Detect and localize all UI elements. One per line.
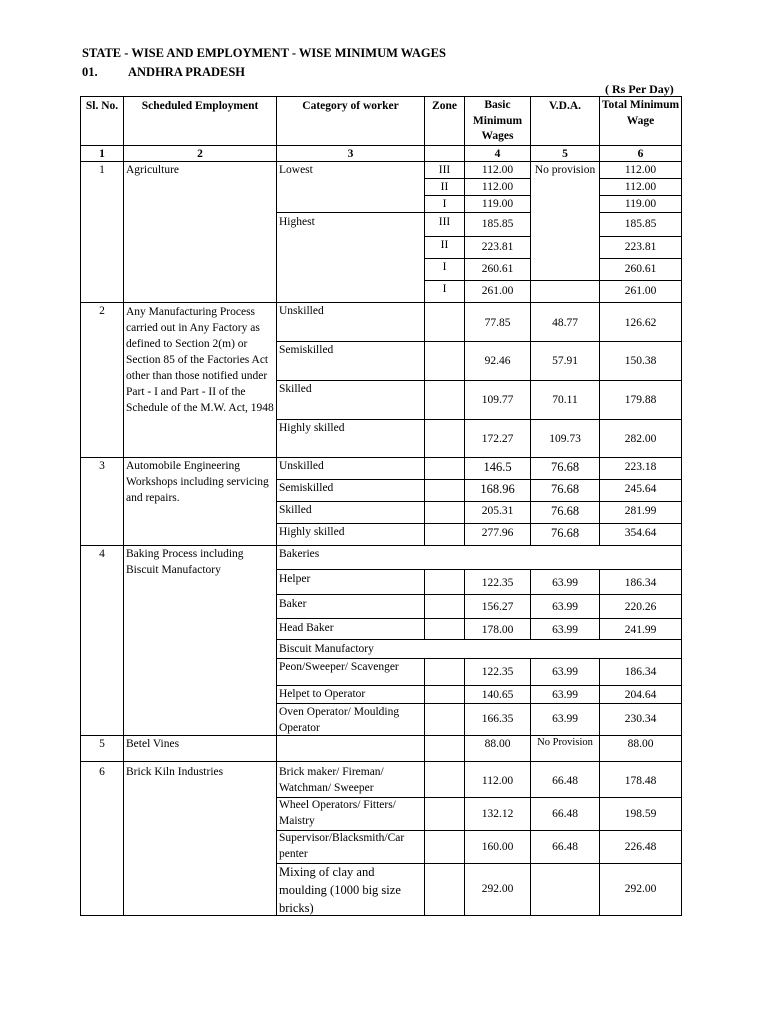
col-number: 2 — [197, 148, 203, 160]
zone-value: II — [440, 239, 449, 251]
employment-name: Baking Process including Biscuit Manufactory — [126, 548, 244, 576]
vda-value: 63.99 — [552, 577, 578, 589]
header-category: Category of worker — [302, 100, 399, 112]
row-serial: 4 — [99, 548, 105, 560]
basic-wage: 156.27 — [481, 601, 514, 613]
col-number: 1 — [99, 148, 105, 160]
total-wage: 112.00 — [624, 181, 657, 193]
state-name: ANDHRA PRADESH — [128, 65, 246, 79]
zone-value: III — [438, 216, 451, 228]
unit-label: ( Rs Per Day) — [605, 82, 674, 96]
employment-name: Agriculture — [126, 164, 180, 176]
basic-wage: 178.00 — [481, 624, 514, 636]
total-wage: 220.26 — [624, 601, 657, 613]
category-label: Skilled — [279, 383, 312, 395]
vda-value: 76.68 — [550, 460, 580, 474]
basic-wage: 260.61 — [481, 263, 514, 275]
total-wage: 198.59 — [624, 808, 657, 820]
basic-wage: 223.81 — [481, 241, 514, 253]
category-label: Highest — [279, 216, 315, 228]
total-wage: 88.00 — [627, 738, 654, 750]
vda-value: 66.48 — [552, 841, 578, 853]
total-wage: 186.34 — [624, 577, 657, 589]
basic-wage: 92.46 — [484, 355, 511, 367]
total-wage: 226.48 — [624, 841, 657, 853]
employment-name: Automobile Engineering Workshops including servicing and repairs. — [126, 460, 269, 504]
col-number: 4 — [494, 148, 501, 160]
basic-wage: 146.5 — [483, 460, 512, 474]
total-wage: 186.34 — [624, 666, 657, 678]
basic-wage: 122.35 — [481, 666, 514, 678]
document-title: STATE - WISE AND EMPLOYMENT - WISE MINIMUM WAGES — [82, 46, 446, 60]
row-serial: 1 — [99, 164, 105, 176]
category-label: Highly skilled — [279, 526, 345, 538]
category-label: Peon/Sweeper/ Scavenger — [279, 661, 399, 673]
total-wage: 126.62 — [624, 317, 657, 329]
basic-wage: 160.00 — [481, 841, 514, 853]
total-wage: 204.64 — [624, 689, 657, 701]
category-label: Lowest — [279, 164, 313, 176]
vda-value: 76.68 — [550, 504, 580, 518]
total-wage: 292.00 — [624, 883, 657, 895]
basic-wage: 168.96 — [480, 482, 515, 496]
vda-value: 66.48 — [552, 808, 578, 820]
total-wage: 230.34 — [624, 713, 657, 725]
row-serial: 3 — [99, 460, 105, 472]
vda-value: No Provision — [537, 737, 593, 748]
total-wage: 150.38 — [624, 355, 657, 367]
category-label: Baker — [279, 598, 307, 610]
category-label: Brick maker/ Fireman/ Watchman/ Sweeper — [279, 766, 384, 794]
basic-wage: 109.77 — [481, 394, 514, 406]
total-wage: 260.61 — [624, 263, 657, 275]
category-label: Helper — [279, 573, 311, 585]
subsection-heading: Bakeries — [279, 548, 320, 560]
category-label: Wheel Operators/ Fitters/ Maistry — [279, 799, 396, 827]
header-zone: Zone — [432, 100, 457, 112]
col-number: 3 — [347, 148, 354, 160]
vda-value: 109.73 — [549, 433, 581, 445]
header-vda: V.D.A. — [548, 100, 582, 112]
total-wage: 282.00 — [624, 433, 657, 445]
basic-wage: 185.85 — [481, 218, 514, 230]
basic-wage: 261.00 — [481, 285, 514, 297]
zone-value: III — [438, 164, 451, 176]
basic-wage: 132.12 — [481, 808, 514, 820]
basic-wage: 88.00 — [484, 738, 511, 750]
category-label: Supervisor/Blacksmith/Car penter — [279, 832, 405, 860]
vda-value: No provision — [534, 164, 596, 176]
basic-wage: 77.85 — [484, 317, 511, 329]
total-wage: 281.99 — [624, 505, 657, 517]
category-label: Helpet to Operator — [279, 688, 366, 700]
employment-name: Betel Vines — [126, 738, 180, 750]
total-wage: 245.64 — [624, 483, 657, 495]
vda-value: 63.99 — [552, 713, 578, 725]
vda-value: 76.68 — [550, 526, 580, 540]
basic-wage: 205.31 — [481, 505, 514, 517]
zone-value: I — [442, 261, 447, 273]
zone-value: I — [442, 198, 447, 210]
category-label: Unskilled — [279, 460, 324, 472]
category-label: Semiskilled — [279, 344, 334, 356]
col-number: 5 — [562, 148, 568, 160]
vda-value: 70.11 — [552, 394, 578, 406]
employment-name: Any Manufacturing Process carried out in Any Factory as defined to Section 2(m) or Section 85 of the Factories Act other than those notified under Part - I and Part - II of the Schedule of the M.W. Act, 1948 — [126, 306, 274, 414]
total-wage: 185.85 — [624, 218, 657, 230]
total-wage: 179.88 — [624, 394, 657, 406]
category-label: Unskilled — [279, 305, 324, 317]
total-wage: 261.00 — [624, 285, 657, 297]
total-wage: 119.00 — [624, 198, 657, 210]
vda-value: 63.99 — [552, 689, 578, 701]
category-label: Oven Operator/ Moulding Operator — [279, 706, 400, 734]
total-wage: 223.81 — [624, 241, 657, 253]
vda-value: 48.77 — [552, 317, 578, 329]
basic-wage: 112.00 — [481, 775, 514, 787]
basic-wage: 292.00 — [481, 883, 514, 895]
row-serial: 5 — [99, 738, 105, 750]
zone-value: I — [442, 283, 447, 295]
category-label: Highly skilled — [279, 422, 345, 434]
header-total: Total Minimum Wage — [601, 99, 680, 127]
basic-wage: 112.00 — [481, 164, 514, 176]
vda-value: 63.99 — [552, 624, 578, 636]
vda-value: 63.99 — [552, 601, 578, 613]
basic-wage: 112.00 — [481, 181, 514, 193]
header-sl-no: Sl. No. — [85, 100, 119, 112]
basic-wage: 172.27 — [481, 433, 514, 445]
employment-name: Brick Kiln Industries — [126, 766, 224, 778]
col-number: 6 — [637, 148, 644, 160]
category-label: Skilled — [279, 504, 312, 516]
total-wage: 178.48 — [624, 775, 657, 787]
total-wage: 112.00 — [624, 164, 657, 176]
subsection-heading: Biscuit Manufactory — [279, 643, 374, 655]
state-number: 01. — [82, 65, 98, 79]
row-serial: 2 — [99, 305, 105, 317]
basic-wage: 140.65 — [481, 689, 514, 701]
basic-wage: 277.96 — [481, 527, 514, 539]
category-label: Head Baker — [279, 622, 334, 634]
total-wage: 223.18 — [624, 461, 657, 473]
zone-value: II — [440, 181, 449, 193]
category-label: Mixing of clay and moulding (1000 big size bricks) — [279, 865, 401, 915]
category-label: Semiskilled — [279, 482, 334, 494]
row-serial: 6 — [99, 766, 105, 778]
basic-wage: 122.35 — [481, 577, 514, 589]
total-wage: 354.64 — [624, 527, 657, 539]
basic-wage: 166.35 — [481, 713, 514, 725]
vda-value: 57.91 — [552, 355, 578, 367]
basic-wage: 119.00 — [481, 198, 514, 210]
header-scheduled-employment: Scheduled Employment — [141, 100, 259, 112]
vda-value: 76.68 — [550, 482, 580, 496]
vda-value: 63.99 — [552, 666, 578, 678]
total-wage: 241.99 — [624, 624, 657, 636]
vda-value: 66.48 — [552, 775, 578, 787]
header-basic: Basic Minimum Wages — [472, 99, 523, 142]
